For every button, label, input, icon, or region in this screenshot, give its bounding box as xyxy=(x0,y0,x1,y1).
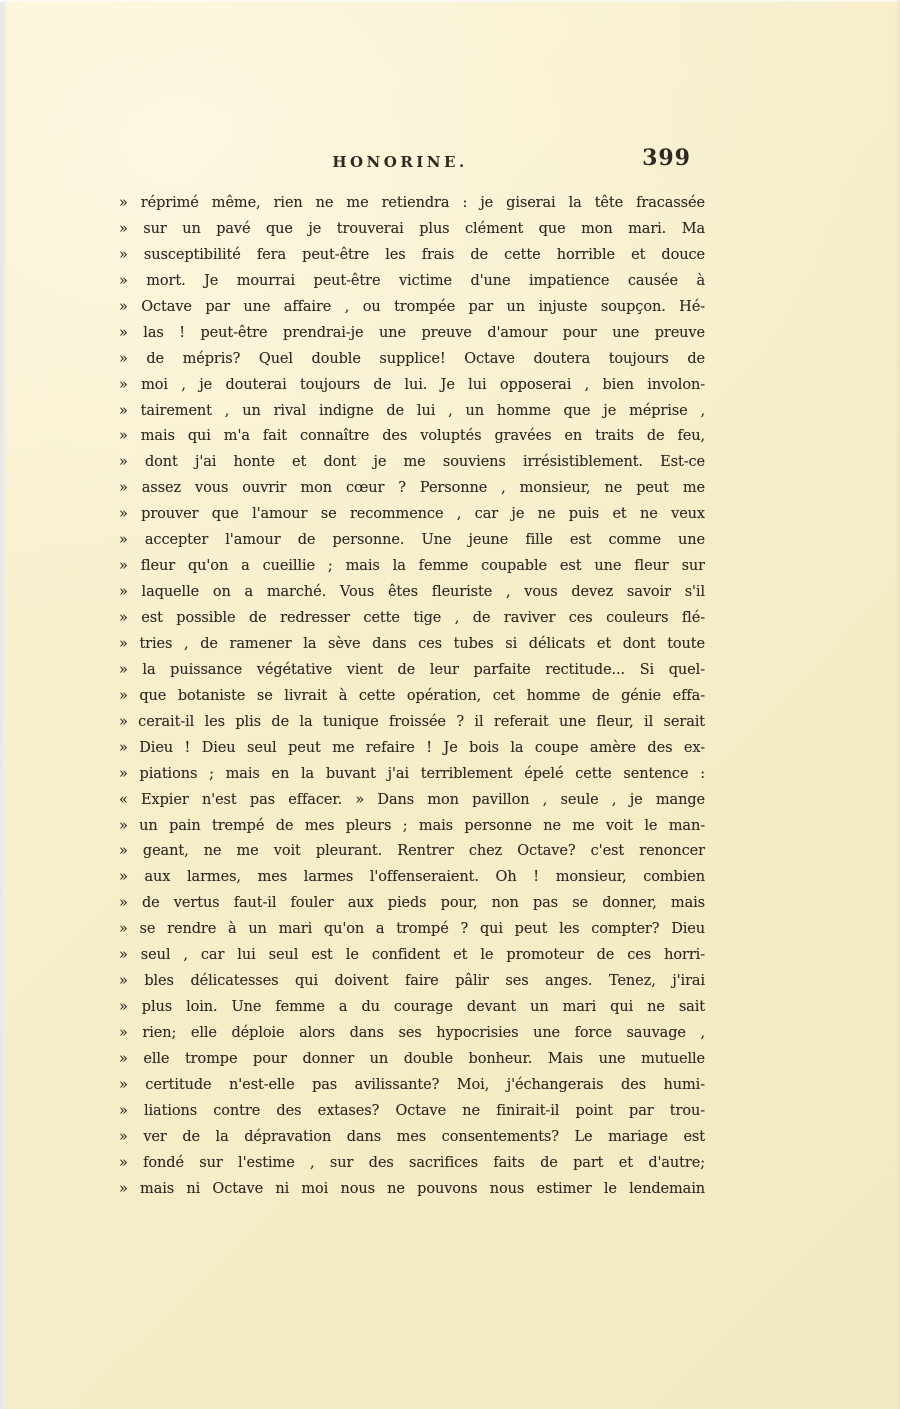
text-line: « Expier n'est pas effacer. » Dans mon pavillon , seule , je mange xyxy=(119,791,705,808)
text-line: » Dieu ! Dieu seul peut me refaire ! Je bois la coupe amère des ex- xyxy=(119,739,705,756)
text-line: » la puissance végétative vient de leur parfaite rectitude... Si quel- xyxy=(119,661,705,678)
text-line: » rien; elle déploie alors dans ses hypocrisies une force sauvage , xyxy=(119,1025,705,1041)
text-line: » Octave par une affaire , ou trompée par un injuste soupçon. Hé- xyxy=(119,298,705,315)
text-line: » de mépris? Quel double supplice! Octave doutera toujours de xyxy=(119,350,705,367)
text-line: » aux larmes, mes larmes l'offenseraient. Oh ! monsieur, combien xyxy=(119,869,705,886)
text-line: » bles délicatesses qui doivent faire pâlir ses anges. Tenez, j'irai xyxy=(119,973,705,990)
scan-top-edge xyxy=(0,0,900,3)
text-line: » piations ; mais en la buvant j'ai terriblement épelé cette sentence : xyxy=(119,765,705,782)
text-line: » tries , de ramener la sève dans ces tubes si délicats et dont toute xyxy=(119,635,705,652)
page-header xyxy=(119,145,705,175)
text-line: » de vertus faut-il fouler aux pieds pour, non pas se donner, mais xyxy=(119,895,705,912)
text-line: » que botaniste se livrait à cette opération, cet homme de génie effa- xyxy=(119,687,705,704)
text-line: » mais ni Octave ni moi nous ne pouvons nous estimer le lendemain xyxy=(119,1180,705,1197)
text-line: » assez vous ouvrir mon cœur ? Personne , monsieur, ne peut me xyxy=(119,480,705,497)
running-title: HONORINE. xyxy=(332,153,468,171)
text-line: » dont j'ai honte et dont je me souviens irrésistiblement. Est-ce xyxy=(119,454,705,471)
text-line: » certitude n'est-elle pas avilissante? Moi, j'échangerais des humi- xyxy=(119,1076,705,1093)
text-line: » moi , je douterai toujours de lui. Je lui opposerai , bien involon- xyxy=(119,376,705,393)
text-line: » tairement , un rival indigne de lui , un homme que je méprise , xyxy=(119,402,705,419)
text-line: » plus loin. Une femme a du courage devant un mari qui ne sait xyxy=(119,999,705,1016)
scan-right-edge xyxy=(895,0,900,1409)
text-line: » sur un pavé que je trouverai plus clément que mon mari. Ma xyxy=(119,220,705,237)
text-line: » seul , car lui seul est le confident et le promoteur de ces horri- xyxy=(119,947,705,964)
text-line: » elle trompe pour donner un double bonheur. Mais une mutuelle xyxy=(119,1050,705,1067)
scan-left-edge xyxy=(0,0,7,1409)
text-line: » réprimé même, rien ne me retiendra : je giserai la tête fracassée xyxy=(119,195,705,211)
text-line: » ver de la dépravation dans mes consentements? Le mariage est xyxy=(119,1128,705,1145)
text-line: » se rendre à un mari qu'on a trompé ? qui peut les compter? Dieu xyxy=(119,921,705,938)
text-line: » fondé sur l'estime , sur des sacrifices faits de part et d'autre; xyxy=(119,1154,705,1171)
text-line: » accepter l'amour de personne. Une jeune fille est comme une xyxy=(119,532,705,549)
text-line: » mort. Je mourrai peut-être victime d'une impatience causée à xyxy=(119,272,705,289)
text-line: » cerait-il les plis de la tunique froissée ? il referait une fleur, il serait xyxy=(119,713,705,730)
text-line: » mais qui m'a fait connaître des voluptés gravées en traits de feu, xyxy=(119,428,705,445)
text-line: » geant, ne me voit pleurant. Rentrer chez Octave? c'est renoncer xyxy=(119,843,705,860)
page-number: 399 xyxy=(642,145,691,171)
text-line: » liations contre des extases? Octave ne finirait-il point par trou- xyxy=(119,1102,705,1119)
text-line: » laquelle on a marché. Vous êtes fleuriste , vous devez savoir s'il xyxy=(119,584,705,601)
text-line: » susceptibilité fera peut-être les frais de cette horrible et douce xyxy=(119,246,705,263)
text-line: » un pain trempé de mes pleurs ; mais personne ne me voit le man- xyxy=(119,817,705,834)
page-text-block xyxy=(119,191,705,1203)
text-line: » fleur qu'on a cueillie ; mais la femme coupable est une fleur sur xyxy=(119,558,705,575)
text-line: » prouver que l'amour se recommence , car je ne puis et ne veux xyxy=(119,506,705,523)
text-line: » est possible de redresser cette tige , de raviver ces couleurs flé- xyxy=(119,610,705,626)
text-line: » las ! peut-être prendrai-je une preuve d'amour pour une preuve xyxy=(119,324,705,341)
